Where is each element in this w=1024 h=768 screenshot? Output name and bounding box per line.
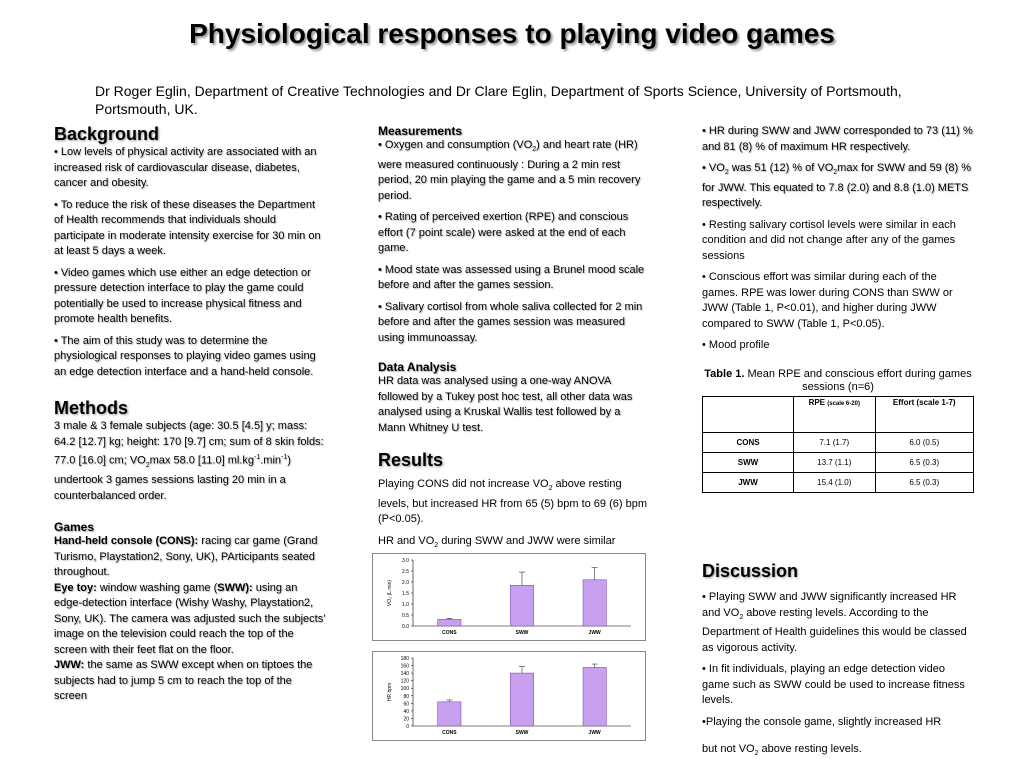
bar [583,667,606,726]
column-middle [378,124,648,550]
y-tick-label: 20 [403,716,409,723]
results-bullet: • HR during SWW and JWW corresponded to 73 (11) % and 81 (8) % of maximum HR respectively. [702,125,973,153]
bar [510,673,533,726]
y-tick-label: 60 [403,701,409,708]
x-tick-label: SWW [515,630,529,636]
table-cell-effort: 6.0 (0.5) [875,433,973,453]
table-cell-rpe: 7.1 (1.7) [794,433,876,453]
y-tick-label: 0.0 [402,624,409,630]
table-cell-rpe: 15.4 (1.0) [794,473,876,493]
results-text-cut: HR and $VO_2$ during SWW and JWW were similar [378,534,616,550]
y-axis-label: HR bpm [387,682,393,702]
table-row [703,433,974,453]
y-tick-label: 40 [403,708,409,715]
y-tick-label: 100 [400,686,409,693]
y-tick-label: 120 [400,678,409,685]
table-row-label: JWW [703,473,794,493]
bar [438,702,461,726]
vo2-bar-chart [372,553,646,641]
table-row-label: SWW [703,453,794,473]
hr-bar-chart [372,651,646,741]
x-tick-label: CONS [442,630,457,636]
column-right [702,124,974,360]
table-row [703,453,974,473]
methods-heading: Methods [54,398,128,418]
poster-title: Physiological responses to playing video games [189,18,835,49]
games-heading: Games [54,520,95,535]
methods-subjects: 3 male & 3 female subjects (age: 30.5 [4.5] y; mass: 64.2 [12.7] kg; height: 170 [9.7] cm; sum of 8 skin folds: 77.0 [16.0] cm; $VO_2\max$ 58.0 [11.0] $ml.kg^{-1}.\min^{-1}$) undertook 3 games sessions lasting 20 min in a counterbalanced order. [54,420,324,502]
data-analysis-heading: Data Analysis [378,360,457,375]
background-bullet: • The aim of this study was to determine the physiological responses to playing video games using an edge detection interface and a hand-held console. [54,334,316,378]
measurement-bullet: • Rating of perceived exertion (RPE) and conscious effort (7 point scale) were asked at the end of each game. [378,211,629,255]
results-continued [702,124,974,212]
background-heading: Background [54,124,160,144]
discussion-bullet: •Playing the console game, slightly increased HR [702,715,942,728]
y-tick-label: 3.0 [402,558,409,564]
x-tick-label: CONS [442,730,457,736]
games-eyetoy: Eye toy: window washing game (SWW): using an edge-detection interface (Wishy Washy, Playstation2, Sony, UK). The camera was adjusted such the subjects’ image on the television could reach the top of the screen with their feet flat on the floor. [54,581,326,656]
column-left [54,124,326,705]
measurement-bullet: • Oxygen and consumption $(VO_2)$ and heart rate (HR) were measured continuously : During a 2 min rest period, 20 min playing the game and a 5 min recovery period. [378,139,641,202]
results-bullet: • Conscious effort was similar during each of the games. RPE was lower during CONS than SWW or JWW (Table 1, P<0.01), and higher during JWW compared to SWW (Table 1, P<0.05). [702,271,953,330]
discussion-bullet: • In fit individuals, playing an edge detection video game such as SWW could be used to increase fitness levels. [702,663,965,707]
y-tick-label: 140 [400,671,409,678]
table-row-label: CONS [703,433,794,453]
y-tick-label: 80 [403,693,409,700]
measurement-bullet: • Salivary cortisol from whole saliva collected for 2 min before and after the games session was measured using immunoassay. [378,300,643,344]
background-bullet: • Low levels of physical activity are associated with an increased risk of cardiovascular disease, diabetes, cancer and obesity. [54,146,317,189]
table-header-rpe: RPE (scale 6-20) [794,397,876,433]
discussion-bullet: • Playing SWW and JWW significantly increased HR and $VO_2$ above resting levels. According to the Department of Health guidelines this would be classed as vigorous activity. [702,591,967,654]
discussion-bullet: but not $VO_2$ above resting levels. [702,743,862,758]
background-bullet: • Video games which use either an edge detection or pressure detection interface to play the game could potentially be used to increase physical fitness and promote health benefits. [54,266,311,325]
measurement-bullet: • Mood state was assessed using a Brunel mood scale before and after the games session. [378,263,645,292]
x-tick-label: SWW [515,730,529,736]
table-header-effort: Effort (scale 1-7) [875,397,973,433]
y-tick-label: 160 [400,663,409,670]
measurements-section [378,138,648,346]
table-cell-effort: 6.5 (0.3) [875,473,973,493]
x-tick-label: JWW [588,630,601,636]
y-tick-label: 2.0 [402,580,409,586]
rpe-table [702,396,974,493]
results-text: Playing CONS did not increase $VO_2$ above resting levels, but increased HR from 65 (5) bpm to 69 (6) bpm (P<0.05). [378,478,648,526]
background-bullet: • To reduce the risk of these diseases the Department of Health recommends that individuals should participate in moderate intensity exercise for 30 min on at least 5 days a week. [54,198,321,257]
y-tick-label: 0 [406,724,409,730]
table-header-row [703,397,974,433]
y-tick-label: 1.5 [402,591,409,597]
authors-line: Dr Roger Eglin, Department of Creative Technologies and Dr Clare Eglin, Department of Sports Science, University of Portsmouth, Portsmouth, UK. [95,83,902,117]
results-bullet: • $VO_2$ was 51 (12) % of $VO_2\max$ for SWW and 59 (8) % for JWW. This equated to 7.8 (2.0) and 8.8 (1.0) METS respectively. [702,162,972,210]
discussion-heading: Discussion [702,561,799,581]
results-bullet: • Resting salivary cortisol levels were similar in each condition and did not change after any of the games sessions [702,218,956,262]
y-tick-label: 180 [400,656,409,662]
games-cons: Hand-held console (CONS): racing car game (Grand Turismo, Playstation2, Sony, UK), PArticipants seated throughout. [54,535,318,579]
discussion-section [702,561,974,768]
table-corner-cell [703,397,794,433]
table-row [703,473,974,493]
bar [583,580,606,626]
games-jww: JWW: the same as SWW except when on tiptoes the subjects had to jump 5 cm to reach the top of the screen [54,659,313,703]
table-cell-rpe: 13.7 (1.1) [794,453,876,473]
measurements-heading: Measurements [378,124,463,138]
background-section [54,145,326,380]
results-bullet: • Mood profile [702,339,770,352]
bar [510,585,533,626]
table-caption: Table 1. Mean RPE and conscious effort during games sessions (n=6) [704,368,972,393]
y-axis-label: VO₂ (L.min) [387,579,393,607]
y-tick-label: 1.0 [402,602,409,608]
table-cell-effort: 6.5 (0.3) [875,453,973,473]
y-tick-label: 2.5 [402,569,409,575]
results-heading: Results [378,450,444,471]
data-analysis-text: HR data was analysed using a one-way ANOVA followed by a Tukey post hoc test, all other data was analysed using a Kruskal Wallis test followed by a Mann Whitney U test. [378,375,633,434]
x-tick-label: JWW [588,730,601,736]
bar [438,619,461,626]
y-tick-label: 0.5 [402,613,409,619]
